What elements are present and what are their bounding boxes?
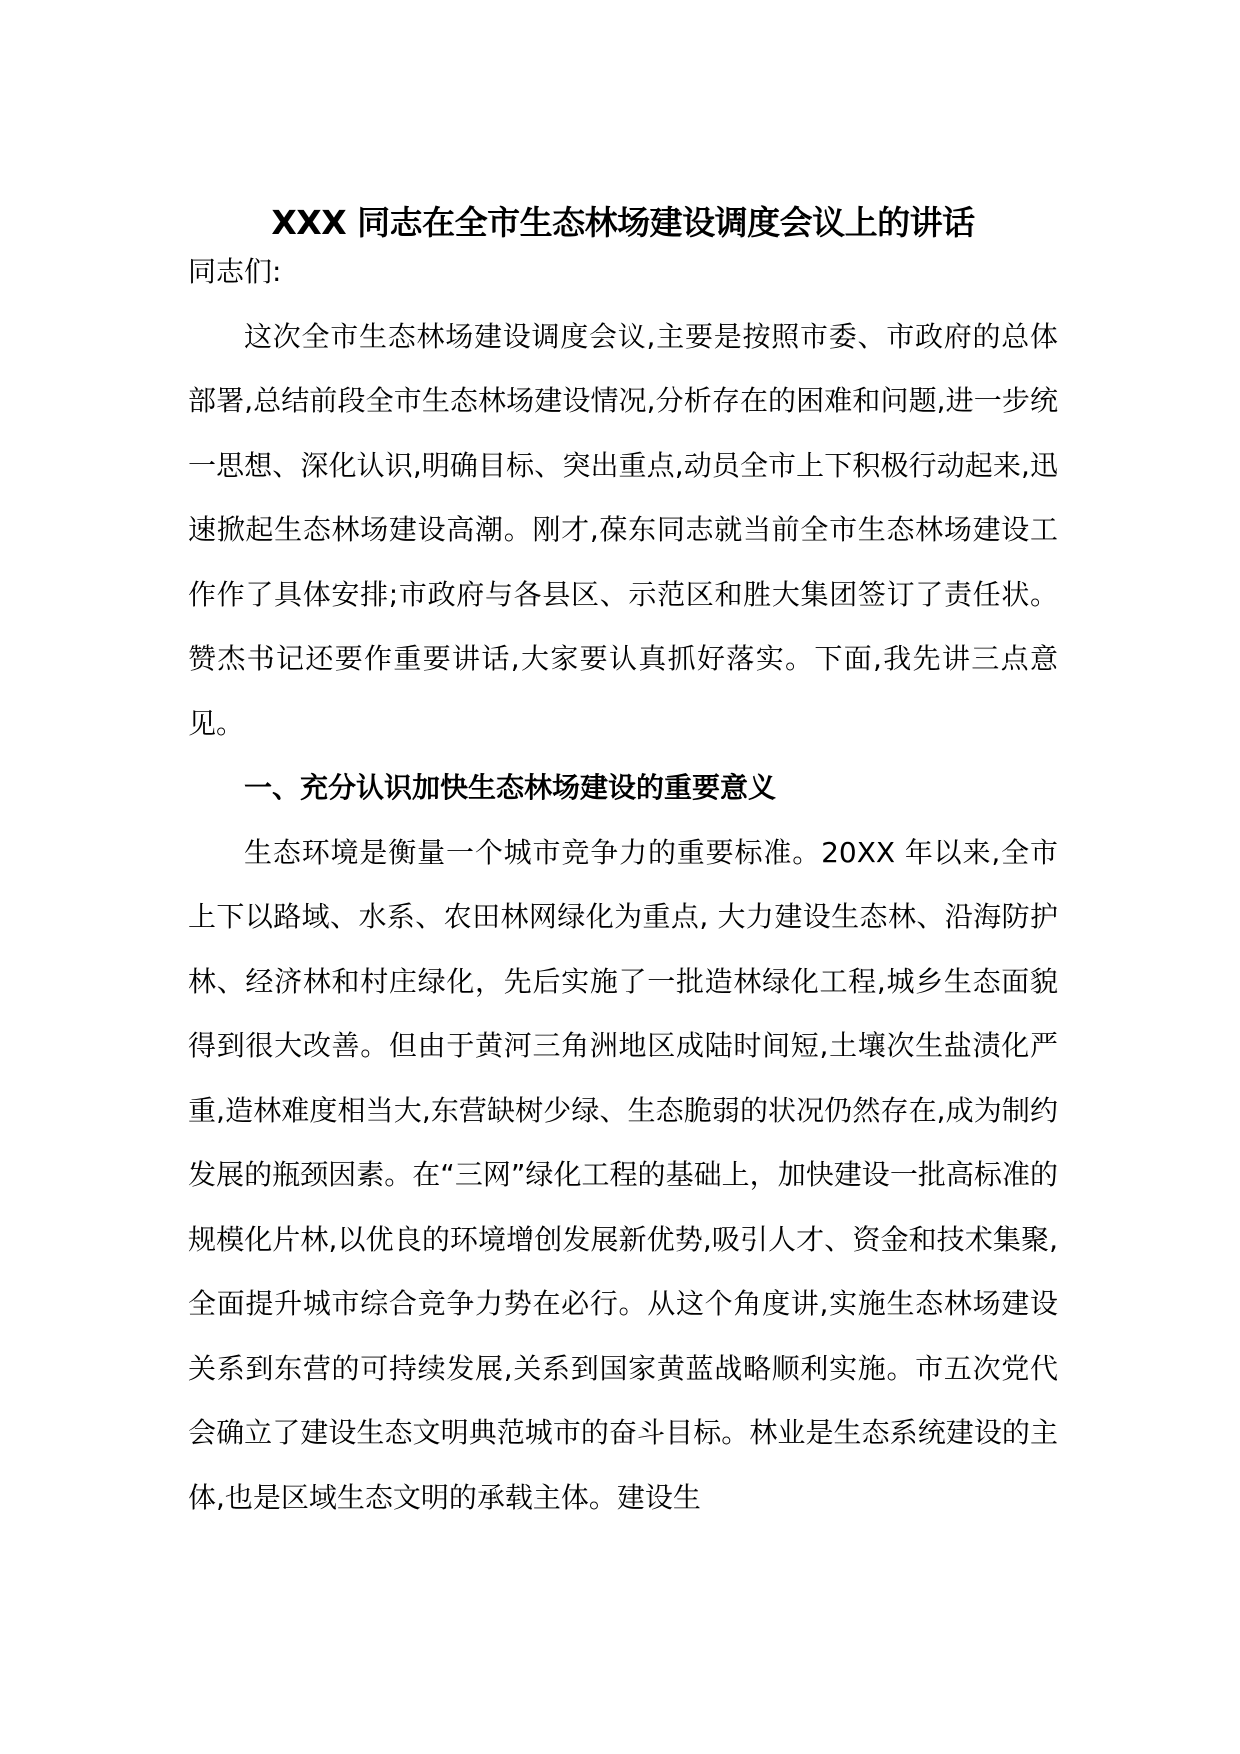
document-body <box>188 240 1058 1530</box>
salutation: 同志们: <box>188 255 282 288</box>
document-title: XXX 同志在全市生态林场建设调度会议上的讲话 <box>271 203 975 242</box>
paragraph-intro: 这次全市生态林场建设调度会议,主要是按照市委、市政府的总体部署,总结前段全市生态林场建设情况,分析存在的困难和问题,进一步统一思想、深化认识,明确目标、突出重点,动员全市上下积极行动起来,迅速掀起生态林场建设高潮。刚才,葆东同志就当前全市生态林场建设工作作了具体安排;市政府与各县区、示范区和胜大集团签订了责任状。赞杰书记还要作重要讲话,大家要认真抓好落实。下面,我先讲三点意见。 <box>188 319 1058 740</box>
paragraph-section-1: 生态环境是衡量一个城市竞争力的重要标准。20XX 年以来,全市上下以路域、水系、农田林网绿化为重点, 大力建设生态林、沿海防护林、经济林和村庄绿化，先后实施了一批造林绿化工程,城乡生态面貌得到很大改善。但由于黄河三角洲地区成陆时间短,土壤次生盐渍化严重,造林难度相当大,东营缺树少绿、生态脆弱的状况仍然存在,成为制约发展的瓶颈因素。在“三网”绿化工程的基础上，加快建设一批高标准的规模化片林,以优良的环境增创发展新优势,吸引人才、资金和技术集聚,全面提升城市综合竞争力势在必行。从这个角度讲,实施生态林场建设关系到东营的可持续发展,关系到国家黄蓝战略顺利实施。市五次党代会确立了建设生态文明典范城市的奋斗目标。林业是生态系统建设的主体,也是区域生态文明的承载主体。建设生 <box>188 835 1058 1514</box>
section-heading-1: 一、充分认识加快生态林场建设的重要意义 <box>244 771 777 804</box>
document-page <box>188 0 1058 1754</box>
